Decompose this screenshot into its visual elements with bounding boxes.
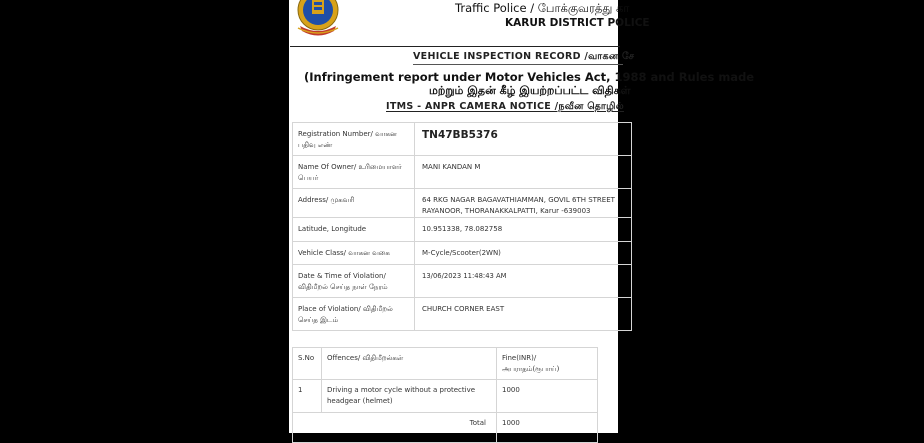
- header-district: KARUR DISTRICT POLICE: [505, 17, 650, 29]
- violation-place: CHURCH CORNER EAST: [415, 298, 632, 331]
- vehicle-class: M-Cycle/Scooter(2WN): [415, 242, 632, 265]
- col-offence: Offences/ விதிமீறல்கள்: [322, 348, 497, 380]
- offences-table: [292, 347, 598, 443]
- table-row: [293, 156, 632, 189]
- table-row: [293, 242, 632, 265]
- field-label: Vehicle Class/ வாகன வகை: [293, 242, 415, 265]
- table-header-row: [293, 348, 598, 380]
- table-row: [293, 298, 632, 331]
- total-label: Total: [293, 413, 497, 443]
- field-label: Registration Number/ வாகன பதிவு எண்: [293, 123, 415, 156]
- total-row: [293, 413, 598, 443]
- lat-long: 10.951338, 78.082758: [415, 218, 632, 242]
- table-row: [293, 380, 598, 413]
- violation-datetime: 13/06/2023 11:48:43 AM: [415, 265, 632, 298]
- field-label: Place of Violation/ விதிமீறல் செய்த இடம்: [293, 298, 415, 331]
- table-row: [293, 123, 632, 156]
- table-row: [293, 218, 632, 242]
- field-label: Date & Time of Violation/ விதிமீறல் செய்த நாள் நேரம்: [293, 265, 415, 298]
- owner-name: MANI KANDAN M: [415, 156, 632, 189]
- offence-description: Driving a motor cycle without a protective headgear (helmet): [322, 380, 497, 413]
- challan-document: [289, 0, 755, 433]
- subtitle-tamil: மற்றும் இதன் கீழ் இயற்றப்பட்ட விதிகள்: [429, 84, 631, 97]
- subtitle-english: (Infringement report under Motor Vehicles Act, 1988 and Rules made: [304, 70, 755, 84]
- table-row: [293, 265, 632, 298]
- itms-notice-title: ITMS - ANPR CAMERA NOTICE /நவீன தொழில்: [386, 101, 624, 112]
- field-label: Latitude, Longitude: [293, 218, 415, 242]
- police-emblem-icon: [294, 0, 342, 38]
- record-title: VEHICLE INSPECTION RECORD /வாகன சே: [413, 51, 635, 62]
- header-department: Traffic Police / போக்குவரத்து கா: [455, 1, 630, 15]
- col-fine: Fine(INR)/ அபராதம்(ரூபாய்): [497, 348, 598, 380]
- violation-details-table: [292, 122, 632, 331]
- offence-sno: 1: [293, 380, 322, 413]
- field-label: Name Of Owner/ உரிமையாளர் பெயர்: [293, 156, 415, 189]
- title-underline: [413, 64, 623, 65]
- col-sno: S.No: [293, 348, 322, 380]
- offence-fine: 1000: [497, 380, 598, 413]
- table-row: [293, 189, 632, 218]
- total-fine: 1000: [497, 413, 598, 443]
- divider: [290, 46, 620, 47]
- field-label: Address/ முகவரி: [293, 189, 415, 218]
- owner-address: 64 RKG NAGAR BAGAVATHIAMMAN, GOVIL 6TH STREET RAYANOOR, THORANAKKALPATTI, Karur -639003: [415, 189, 632, 218]
- registration-number: TN47BB5376: [415, 123, 632, 156]
